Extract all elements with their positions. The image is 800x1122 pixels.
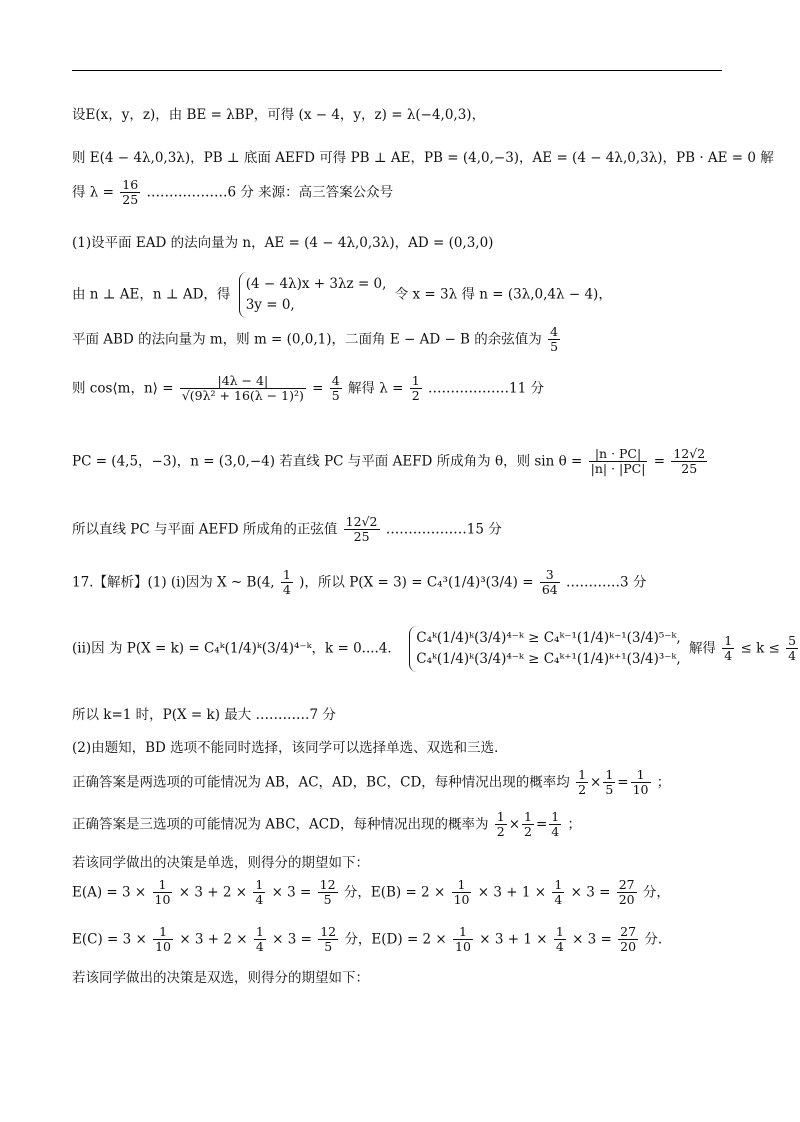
text-line-19: 若该同学做出的决策是双选，则得分的期望如下： [72, 970, 369, 986]
fraction: $\frac{4}{5}$ [550, 324, 559, 355]
fraction: $\frac{1}{10}$ [632, 767, 649, 798]
text-line-5: 由 n ⊥ AE，n ⊥ AD，得 (4 − 4λ)x + 3λz = 0, 3y = 0, 令 x = 3λ 得 n = (3λ,0,4λ − 4)， [72, 272, 612, 318]
fraction: $\frac{12√2}{25}$ [345, 514, 378, 545]
fraction: $\frac{1}{4}$ [282, 567, 291, 598]
text-line-8: PC = (4,5，−3)，n = (3,0,−4) 若直线 PC 与平面 AEFD 所成角为 θ，则 sin θ = $\frac{|n \cdot PC|}{|n| \cdot |PC|}$ = $\frac{12√2}{25}$ [72, 446, 706, 477]
fraction: $\frac{1}{4}$ [255, 924, 264, 955]
fraction: $\frac{1}{4}$ [555, 924, 564, 955]
fraction: $\frac{1}{2}$ [524, 809, 532, 840]
text-line-2: 则 E(4 − 4λ,0,3λ)，PB ⊥ 底面 AEFD 可得 PB ⊥ AE，PB = (4,0,−3)，AE = (4 − 4λ,0,3λ)，PB · AE = 0 解 [72, 150, 774, 166]
text-line-3: 得 λ = $\frac{16}{25}$ ………………6 分 来源：高三答案公众号 [72, 177, 394, 208]
fraction: $\frac{27}{20}$ [620, 924, 637, 955]
fraction: $\frac{12}{5}$ [319, 877, 336, 908]
text-line-13: (2)由题知，BD 选项不能同时选择，该同学可以选择单选、双选和三选． [72, 740, 508, 756]
fraction: $\frac{27}{20}$ [618, 877, 635, 908]
inequality-system: C₄ᵏ(1/4)ᵏ(3/4)⁴⁻ᵏ ≥ C₄ᵏ⁻¹(1/4)ᵏ⁻¹(3/4)⁵⁻ᵏ, C₄ᵏ(1/4)ᵏ(3/4)⁴⁻ᵏ ≥ C₄ᵏ⁺¹(1/4)ᵏ⁺¹(3/4)³⁻ᵏ, [409, 626, 680, 672]
text-line-9: 所以直线 PC 与平面 AEFD 所成角的正弦值 $\frac{12√2}{25}$ ………………15 分 [72, 514, 502, 545]
text-line-11: (ii)因 为 P(X = k) = C₄ᵏ(1/4)ᵏ(3/4)⁴⁻ᵏ，k = 0....4． C₄ᵏ(1/4)ᵏ(3/4)⁴⁻ᵏ ≥ C₄ᵏ⁻¹(1/4)ᵏ⁻¹(3/4)⁵⁻ᵏ, C₄ᵏ(1/4)ᵏ(3/4)⁴⁻ᵏ ≥ C₄ᵏ⁺¹(1/4)ᵏ⁺¹(3/4)³⁻ᵏ, 解得 $\frac{1}{4}$ ≤ k ≤ $\frac{5}{4}$ [72, 626, 800, 672]
fraction: $\frac{1}{2}$ [578, 767, 587, 798]
text-line-18: E(C) = 3 × $\frac{1}{10}$ × 3 + 2 × $\frac{1}{4}$ × 3 = $\frac{12}{5}$ 分，E(D) = 2 × $\frac{1}{10}$ × 3 + 1 × $\frac{1}{4}$ × 3 = $\frac{27}{20}$ 分. [72, 924, 663, 955]
fraction: $\frac{|4\lambda - 4|}{\text{√(9λ² + 16(λ − 1)²)}}$ [181, 373, 304, 404]
text-line-16: 若该同学做出的决策是单选，则得分的期望如下： [72, 855, 369, 871]
text-line-4: (1)设平面 EAD 的法向量为 n，AE = (4 − 4λ,0,3λ)，AD = (0,3,0) [72, 235, 494, 251]
text-line-17: E(A) = 3 × $\frac{1}{10}$ × 3 + 2 × $\frac{1}{4}$ × 3 = $\frac{12}{5}$ 分，E(B) = 2 × $\frac{1}{10}$ × 3 + 1 × $\frac{1}{4}$ × 3 = $\frac{27}{20}$ 分， [72, 877, 670, 908]
fraction: $\frac{12√2}{25}$ [673, 446, 706, 477]
fraction: $\frac{1}{2}$ [496, 809, 505, 840]
text-line-15: 正确答案是三选项的可能情况为 ABC，ACD，每种情况出现的概率为 $\frac{1}{2}$ × $\frac{1}{2}$ = $\frac{1}{4}$ ； [72, 809, 582, 840]
text-line-1: 设E(x，y，z)，由 BE = λBP，可得 (x − 4，y，z) = λ(−4,0,3)， [72, 107, 486, 123]
fraction: $\frac{1}{10}$ [155, 924, 172, 955]
fraction: $\frac{16}{25}$ [122, 177, 139, 208]
fraction: $\frac{3}{64}$ [541, 567, 558, 598]
fraction: $\frac{1}{10}$ [154, 877, 171, 908]
text-line-12: 所以 k=1 时，P(X = k) 最大 …………7 分 [72, 707, 336, 723]
text-line-10: 17.【解析】(1) (i)因为 X ~ B(4, $\frac{1}{4}$ )，所以 P(X = 3) = C₄³(1/4)³(3/4) = $\frac{3}{64}$ …………3 分 [72, 567, 647, 598]
fraction: $\frac{1}{4}$ [554, 877, 563, 908]
fraction: $\frac{1}{2}$ [411, 373, 420, 404]
equation-system: (4 − 4λ)x + 3λz = 0, 3y = 0, [239, 272, 387, 318]
text-line-7: 则 cos⟨m，n⟩ = $\frac{|4\lambda - 4|}{\text{√(9λ² + 16(λ − 1)²)}}$ = $\frac{4}{5}$ 解得 λ = $\frac{1}{2}$ ………………11 分 [72, 373, 544, 404]
fraction: $\frac{1}{10}$ [453, 877, 470, 908]
fraction: $\frac{1}{10}$ [455, 924, 471, 955]
fraction: $\frac{1}{4}$ [551, 809, 560, 840]
fraction: $\frac{5}{4}$ [788, 633, 797, 664]
header-rule [72, 70, 722, 71]
fraction: $\frac{1}{4}$ [724, 633, 733, 664]
fraction: $\frac{1}{4}$ [255, 877, 264, 908]
fraction: $\frac{12}{5}$ [320, 924, 337, 955]
text-line-14: 正确答案是两选项的可能情况为 AB，AC，AD，BC，CD，每种情况出现的概率均 $\frac{1}{2}$ × $\frac{1}{5}$ = $\frac{1}{10}$ ； [72, 767, 671, 798]
text-line-6: 平面 ABD 的法向量为 m，则 m = (0,0,1)，二面角 E − AD − B 的余弦值为 $\frac{4}{5}$ [72, 324, 559, 355]
fraction: $\frac{1}{5}$ [605, 767, 614, 798]
fraction: $\frac{4}{5}$ [331, 373, 340, 404]
fraction: $\frac{|n \cdot PC|}{|n| \cdot |PC|}$ [590, 446, 646, 477]
